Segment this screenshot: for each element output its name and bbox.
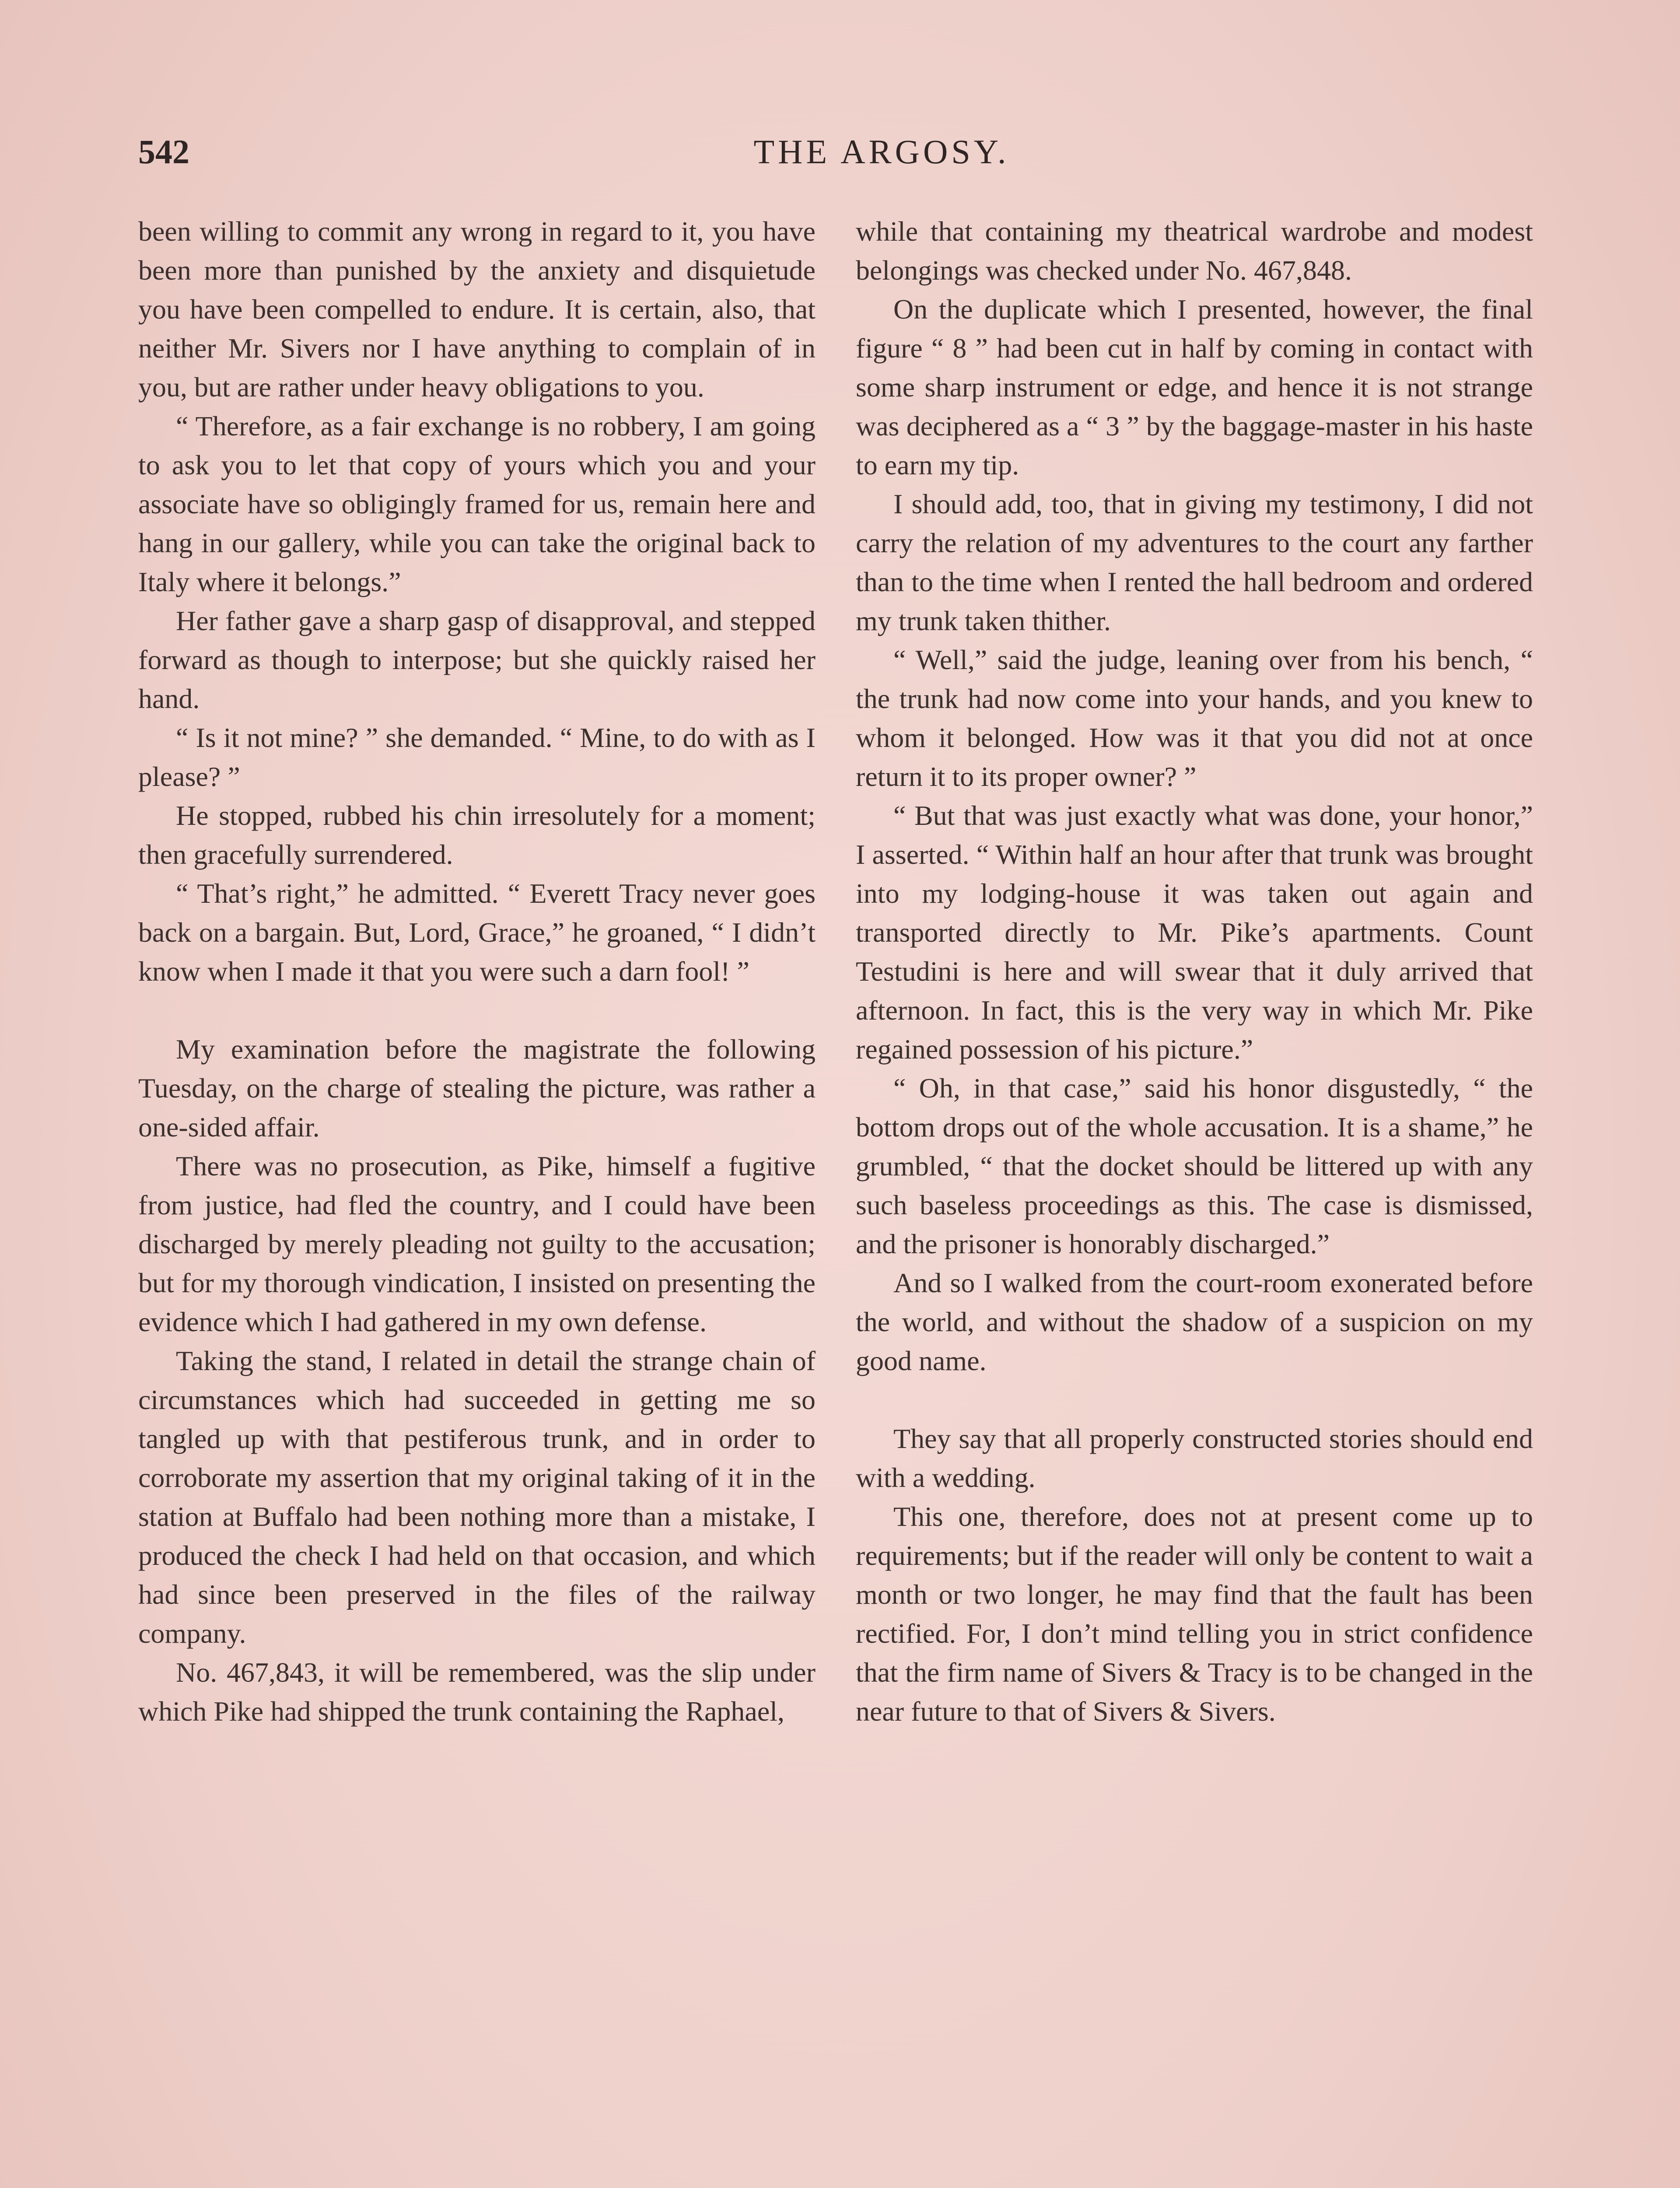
- paragraph: And so I walked from the court-room exonerated before the world, and without the shadow of a suspicion on my good name.: [856, 1267, 1533, 1376]
- paragraph: “ Is it not mine? ” she demanded. “ Mine, to do with as I please? ”: [138, 722, 816, 792]
- paragraph: He stopped, rubbed his chin irresolutely for a moment; then gracefully surrendered.: [138, 800, 816, 870]
- paragraph: “ Well,” said the judge, leaning over from his bench, “ the trunk had now come into your hands, and you knew to whom it belonged. How was it that you did not at once return it to its proper owner? ”: [856, 644, 1533, 792]
- paragraph: while that containing my theatrical wardrobe and modest belongings was checked under No. 467,848.: [856, 216, 1533, 286]
- paragraph: been willing to commit any wrong in regard to it, you have been more than punished by the anxiety and disquietude you have been compelled to endure. It is certain, also, that neither Mr. Sivers nor I have anything to complain of in you, but are rather under heavy obligations to you.: [138, 216, 816, 403]
- right-column: [856, 212, 1533, 1731]
- paragraph: “ But that was just exactly what was done, your honor,” I asserted. “ Within half an hour after that trunk was brought into my lodging-house it was taken out again and transported directly to Mr. Pike’s apartments. Count Testudini is here and will swear that it duly arrived that afternoon. In fact, this is the very way in which Mr. Pike regained possession of his picture.”: [856, 800, 1533, 1065]
- paragraph: “ That’s right,” he admitted. “ Everett Tracy never goes back on a bargain. But, Lord, Grace,” he groaned, “ I didn’t know when I made it that you were such a darn fool! ”: [138, 878, 816, 987]
- paragraph: This one, therefore, does not at present come up to requirements; but if the reader will only be content to wait a month or two longer, he may find that the fault has been rectified. For, I don’t mind telling you in strict confidence that the firm name of Sivers & Tracy is to be changed in the near future to that of Sivers & Sivers.: [856, 1501, 1533, 1727]
- paragraph: “ Oh, in that case,” said his honor disgustedly, “ the bottom drops out of the whole accusation. It is a shame,” he grumbled, “ that the docket should be littered up with any such baseless proceedings as this. The case is dismissed, and the prisoner is honorably discharged.”: [856, 1073, 1533, 1259]
- page-number: 542: [138, 133, 189, 171]
- paragraph: Her father gave a sharp gasp of disapproval, and stepped forward as though to interpose; but she quickly raised her hand.: [138, 605, 816, 714]
- left-column: [138, 212, 816, 1731]
- paragraph: “ Therefore, as a fair exchange is no robbery, I am going to ask you to let that copy of yours which you and your associate have so obligingly framed for us, remain here and hang in our gallery, while you can take the original back to Italy where it belongs.”: [138, 410, 816, 597]
- paragraph: They say that all properly constructed stories should end with a wedding.: [856, 1423, 1533, 1493]
- paragraph: No. 467,843, it will be remembered, was the slip under which Pike had shipped the trunk containing the Raphael,: [138, 1657, 816, 1727]
- paragraph: There was no prosecution, as Pike, himself a fugitive from justice, had fled the country, and I could have been discharged by merely pleading not guilty to the accusation; but for my thorough vindication, I insisted on presenting the evidence which I had gathered in my own defense.: [138, 1150, 816, 1337]
- paragraph: On the duplicate which I presented, however, the final figure “ 8 ” had been cut in half by coming in contact with some sharp instrument or edge, and hence it is not strange was deciphered as a “ 3 ” by the baggage-master in his haste to earn my tip.: [856, 294, 1533, 480]
- paragraph: I should add, too, that in giving my testimony, I did not carry the relation of my adventures to the court any farther than to the time when I rented the hall bedroom and ordered my trunk taken thither.: [856, 488, 1533, 636]
- paragraph: Taking the stand, I related in detail the strange chain of circumstances which had succeeded in getting me so tangled up with that pestiferous trunk, and in order to corroborate my assertion that my original taking of it in the station at Buffalo had been nothing more than a mistake, I produced the check I had held on that occasion, and which had since been preserved in the files of the railway company.: [138, 1345, 816, 1649]
- paragraph: My examination before the magistrate the following Tuesday, on the charge of stealing the picture, was rather a one-sided affair.: [138, 1034, 816, 1143]
- running-title: THE ARGOSY.: [753, 133, 1010, 171]
